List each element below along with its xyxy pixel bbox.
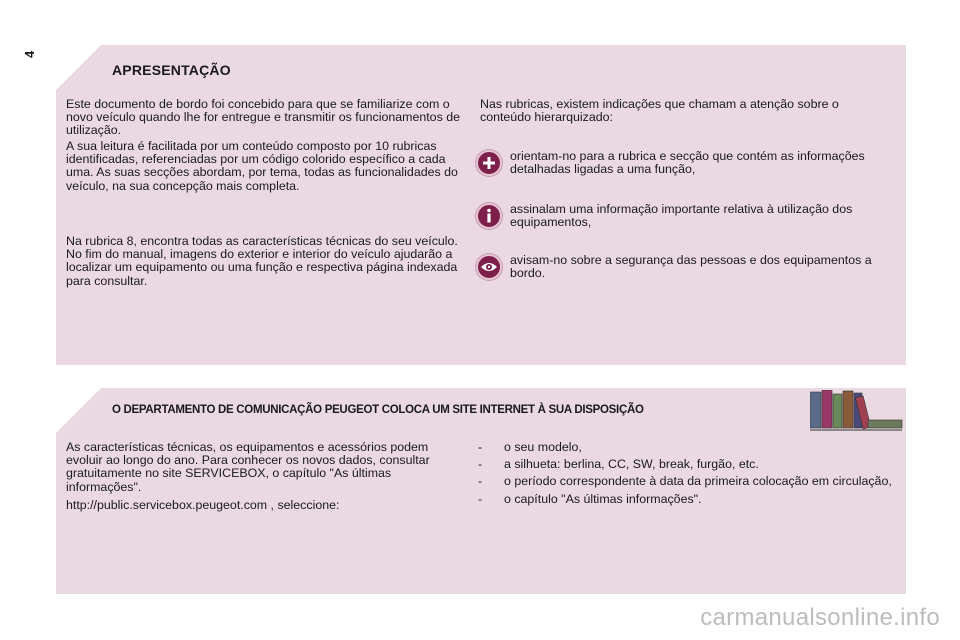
section-title-website: O DEPARTAMENTO DE COMUNICAÇÃO PEUGEOT COLOCA UM SITE INTERNET À SUA DISPOSIÇÃO xyxy=(112,404,644,416)
intro-paragraph: Este documento de bordo foi concebido para que se familiarize com o novo veículo quando lhe for entregue e transmitir os funcionamentos de utilização. xyxy=(66,97,460,138)
info-icon xyxy=(476,203,502,229)
selection-list xyxy=(478,441,904,510)
website-url-text: http://public.servicebox.peugeot.com , seleccione: xyxy=(66,498,340,512)
watermark: carmanualsonline.info xyxy=(700,604,940,631)
list-item: - a silhueta: berlina, CC, SW, break, furgão, etc. xyxy=(478,457,759,472)
list-item: - o capítulo "As últimas informações". xyxy=(478,491,702,506)
plus-icon xyxy=(476,150,502,176)
eye-icon xyxy=(476,254,502,280)
page-number: 4 xyxy=(22,50,37,58)
eye-item-text: avisam-no sobre a segurança das pessoas e dos equipamentos a bordo. xyxy=(510,253,872,281)
info-item-text: assinalam uma informação importante relativa à utilização dos equipamentos, xyxy=(510,202,853,230)
section-title-presentation: APRESENTAÇÃO xyxy=(112,62,231,78)
books-icon xyxy=(810,390,904,437)
reading-paragraph: A sua leitura é facilitada por um conteúdo composto por 10 rubricas identificadas, referenciadas por um código colorido específico a cada uma. As suas secções abordam, por tema, todas as funcionalidades do veículo, na sua concepção mais completa. xyxy=(66,139,458,193)
rubrics-intro: Nas rubricas, existem indicações que chamam a atenção sobre o conteúdo hierarquizado: xyxy=(480,97,839,125)
list-item: - o período correspondente à data da primeira colocação em circulação, xyxy=(478,474,892,489)
list-item: - o seu modelo, xyxy=(478,440,582,454)
website-paragraph: As características técnicas, os equipamentos e acessórios podem evoluir ao longo do ano. Para conhecer os novos dados, consultar gratuitamente no site SERVICEBOX, o capítulo "As últimas informações". xyxy=(66,440,430,494)
technical-paragraph: Na rubrica 8, encontra todas as características técnicas do seu veículo. No fim do manual, imagens do exterior e interior do veículo ajudarão a localizar um equipamento ou uma função e respectiva página indexada para consultar. xyxy=(66,234,458,288)
plus-item-text: orientam-no para a rubrica e secção que contém as informações detalhadas ligadas a uma função, xyxy=(510,149,865,177)
